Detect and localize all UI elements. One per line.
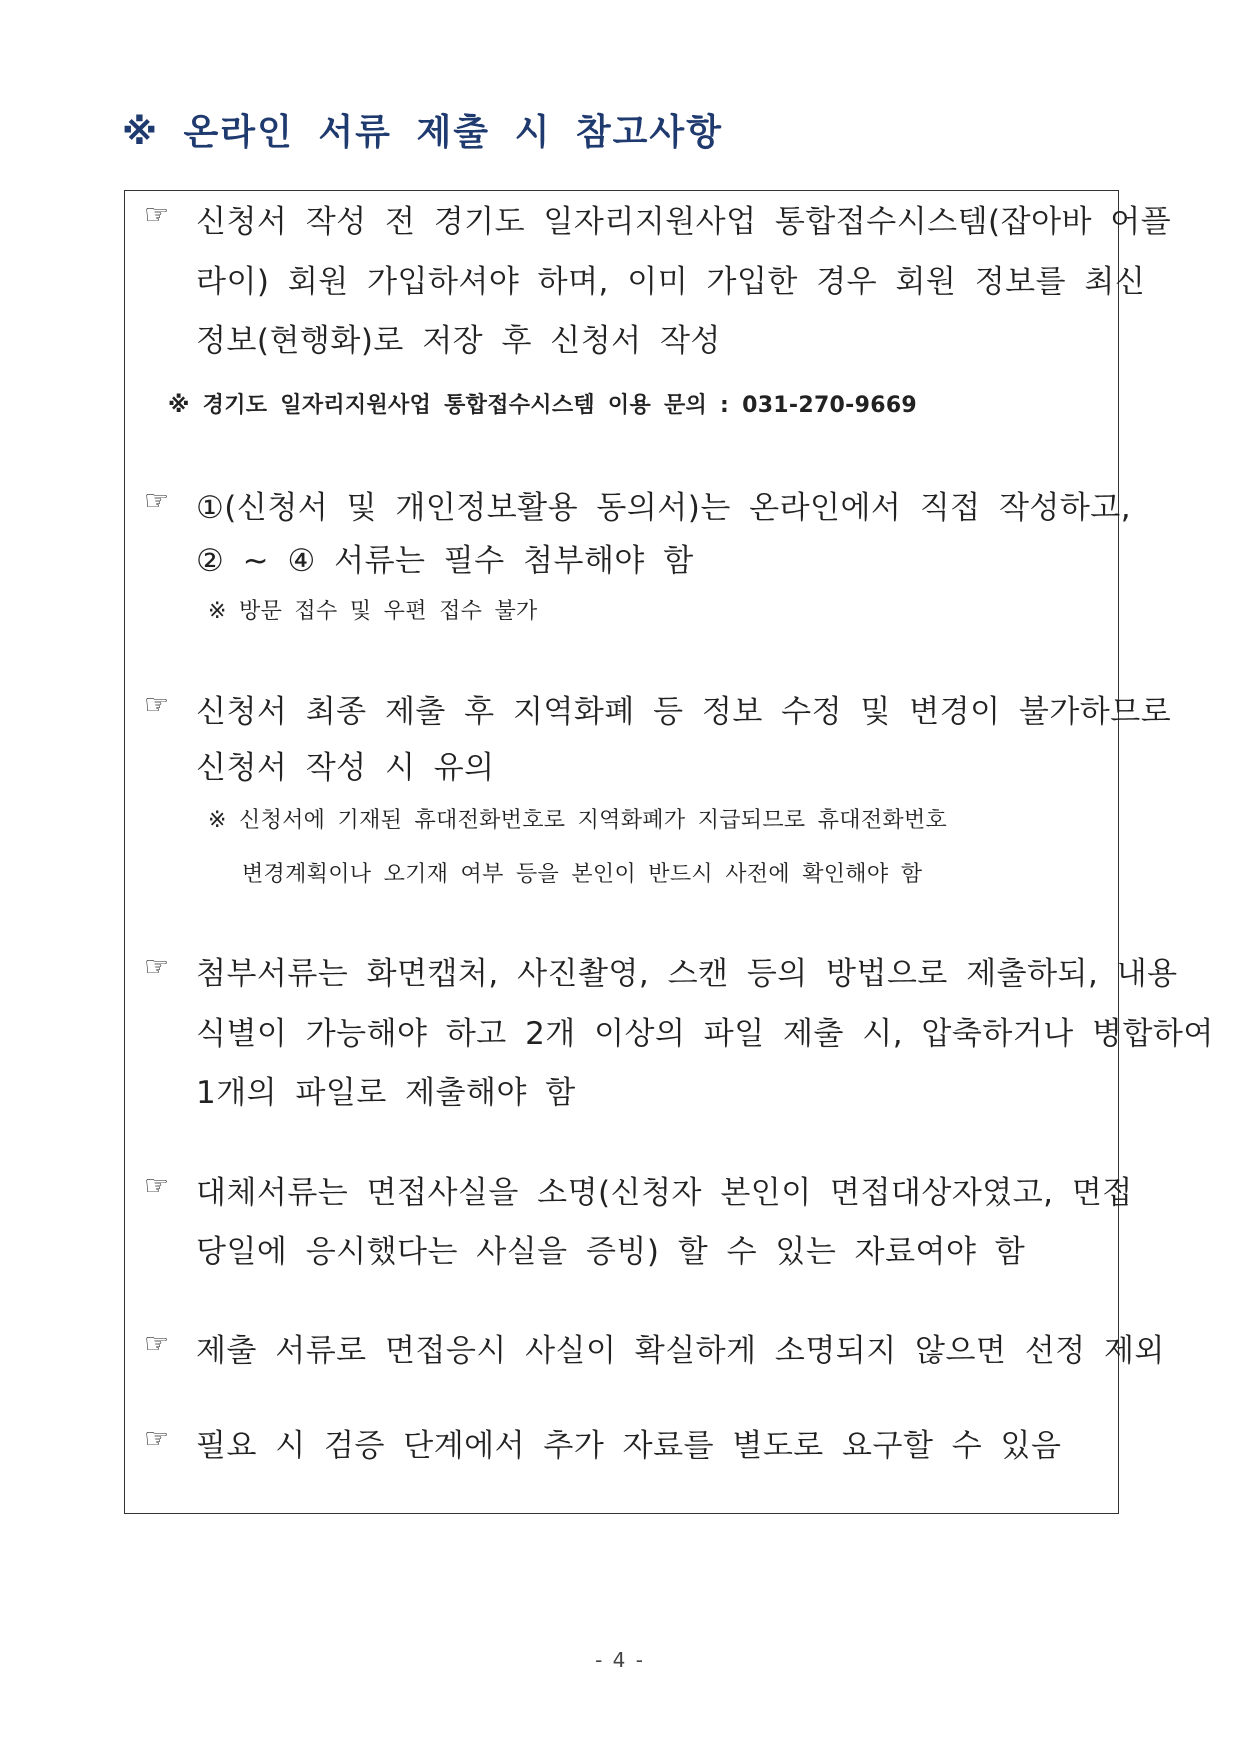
item-3-note-2: 변경계획이나 오기재 여부 등을 본인이 반드시 사전에 확인해야 함 xyxy=(242,862,923,887)
pointing-hand-icon: ☞ xyxy=(144,198,170,231)
item-7-line-1: ☞ 필요 시 검증 단계에서 추가 자료를 별도로 요구할 수 있음 xyxy=(144,1422,1062,1464)
item-1-line-2: 라이) 회원 가입하셔야 하며, 이미 가입한 경우 회원 정보를 최신 xyxy=(196,264,1146,300)
item-4-line-3: 1개의 파일로 제출해야 함 xyxy=(196,1075,576,1111)
pointing-hand-icon: ☞ xyxy=(144,950,170,983)
pointing-hand-icon: ☞ xyxy=(144,1169,170,1202)
item-2-line-1: ☞ ①(신청서 및 개인정보활용 동의서)는 온라인에서 직접 작성하고, xyxy=(144,484,1132,526)
pointing-hand-icon: ☞ xyxy=(144,1327,170,1360)
item-1-note-1: ※ 경기도 일자리지원사업 통합접수시스템 이용 문의 : 031-270-9669 xyxy=(168,393,918,418)
item-4-line-2: 식별이 가능해야 하고 2개 이상의 파일 제출 시, 압축하거나 병합하여 xyxy=(196,1016,1214,1052)
item-5-line-2: 당일에 응시했다는 사실을 증빙) 할 수 있는 자료여야 함 xyxy=(196,1234,1026,1270)
item-2-note-1: ※ 방문 접수 및 우편 접수 불가 xyxy=(208,599,538,624)
item-2-line-2: ② ~ ④ 서류는 필수 첨부해야 함 xyxy=(196,543,694,579)
item-3-line-1: ☞ 신청서 최종 제출 후 지역화폐 등 정보 수정 및 변경이 불가하므로 xyxy=(144,688,1172,730)
pointing-hand-icon: ☞ xyxy=(144,1422,170,1455)
item-6-line-1: ☞ 제출 서류로 면접응시 사실이 확실하게 소명되지 않으면 선정 제외 xyxy=(144,1327,1165,1369)
item-1-line-3: 정보(현행화)로 저장 후 신청서 작성 xyxy=(196,323,721,359)
section-heading: ※ 온라인 서류 제출 시 참고사항 xyxy=(122,112,723,153)
item-3-note-1: ※ 신청서에 기재된 휴대전화번호로 지역화폐가 지급되므로 휴대전화번호 xyxy=(208,808,948,833)
item-3-line-2: 신청서 작성 시 유의 xyxy=(196,750,495,786)
item-5-line-1: ☞ 대체서류는 면접사실을 소명(신청자 본인이 면접대상자였고, 면접 xyxy=(144,1169,1133,1211)
pointing-hand-icon: ☞ xyxy=(144,484,170,517)
page-number: - 4 - xyxy=(595,1648,645,1672)
item-1-line-1: ☞ 신청서 작성 전 경기도 일자리지원사업 통합접수시스템(잡아바 어플 xyxy=(144,198,1172,240)
pointing-hand-icon: ☞ xyxy=(144,688,170,721)
item-4-line-1: ☞ 첨부서류는 화면캡처, 사진촬영, 스캔 등의 방법으로 제출하되, 내용 xyxy=(144,950,1178,992)
